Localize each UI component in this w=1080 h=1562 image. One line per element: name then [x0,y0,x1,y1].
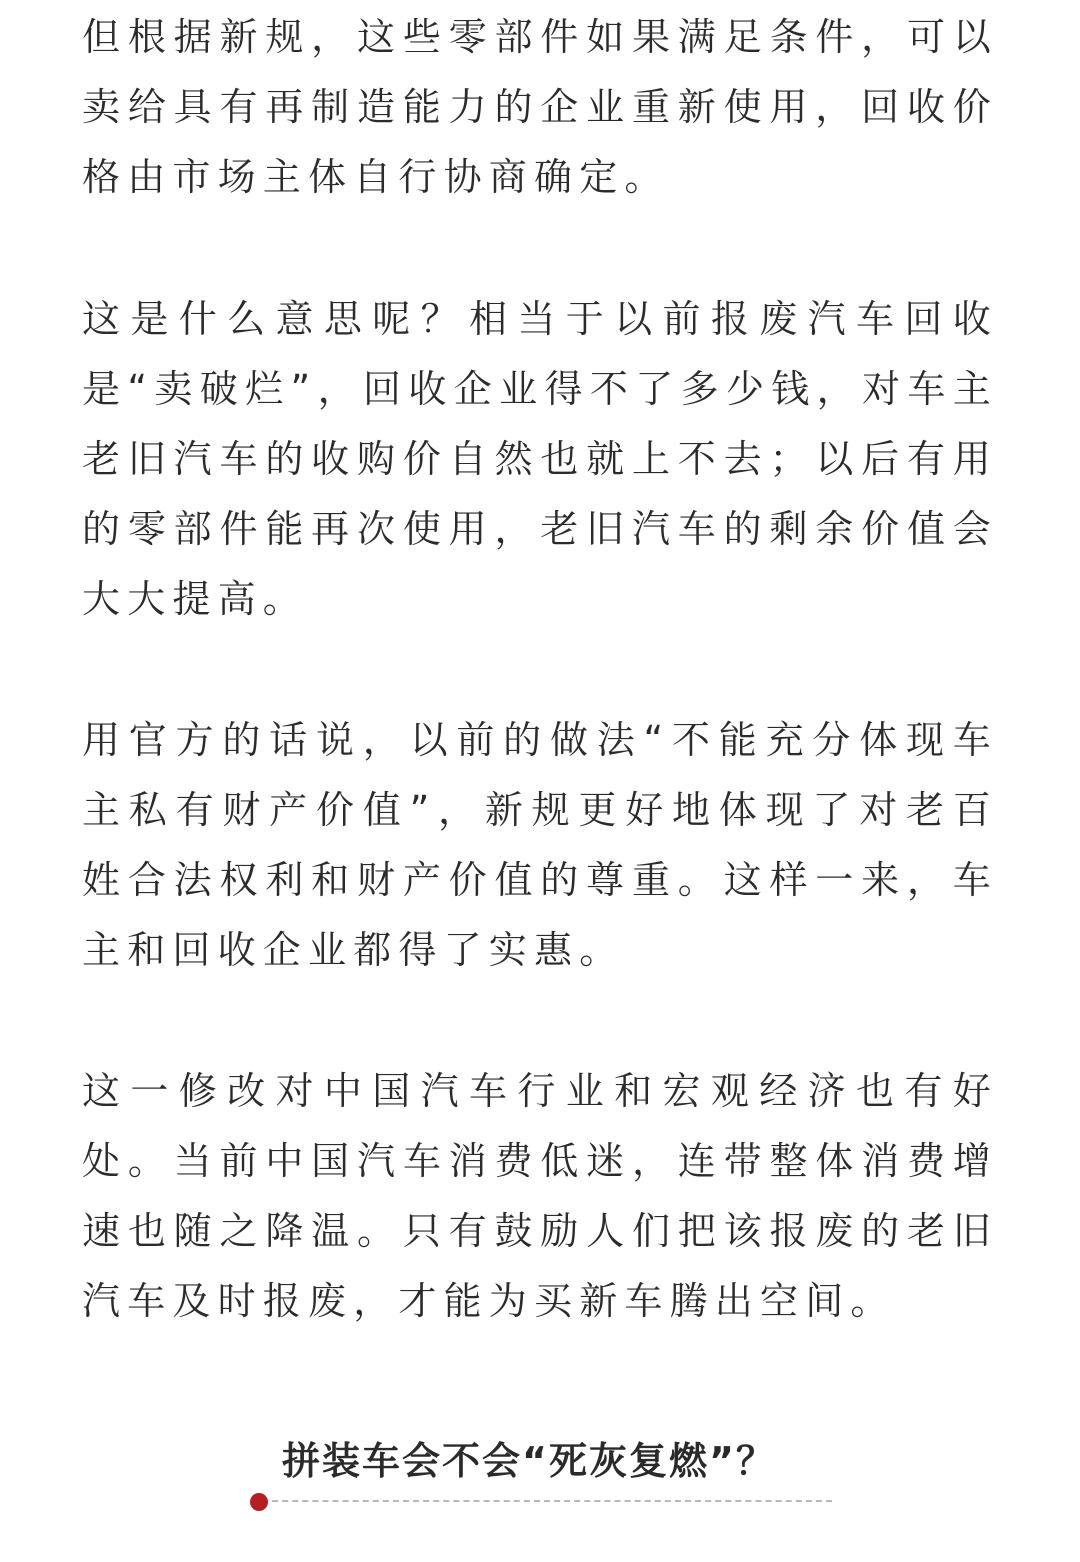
paragraph-3: 用官方的话说，以前的做法“不能充分体现车主私有财产价值”，新规更好地体现了对老百姓合法权利和财产价值的尊重。这样一来，车主和回收企业都得了实惠。 [82,718,998,972]
paragraph-1: 但根据新规，这些零部件如果满足条件，可以卖给具有再制造能力的企业重新使用，回收价格由市场主体自行协商确定。 [82,15,998,199]
section-heading-title: 拼装车会不会“死灰复燃”？ [282,1439,776,1483]
paragraph-2: 这是什么意思呢？相当于以前报废汽车回收是“卖破烂”，回收企业得不了多少钱，对车主老旧汽车的收购价自然也就上不去；以后有用的零部件能再次使用，老旧汽车的剩余价值会大大提高。 [82,297,998,621]
paragraph-4: 这一修改对中国汽车行业和宏观经济也有好处。当前中国汽车消费低迷，连带整体消费增速也随之降温。只有鼓励人们把该报废的老旧汽车及时报废，才能为买新车腾出空间。 [82,1069,998,1323]
section-heading [250,1430,840,1520]
red-dot-icon [250,1493,268,1511]
heading-dashed-divider [262,1500,832,1502]
